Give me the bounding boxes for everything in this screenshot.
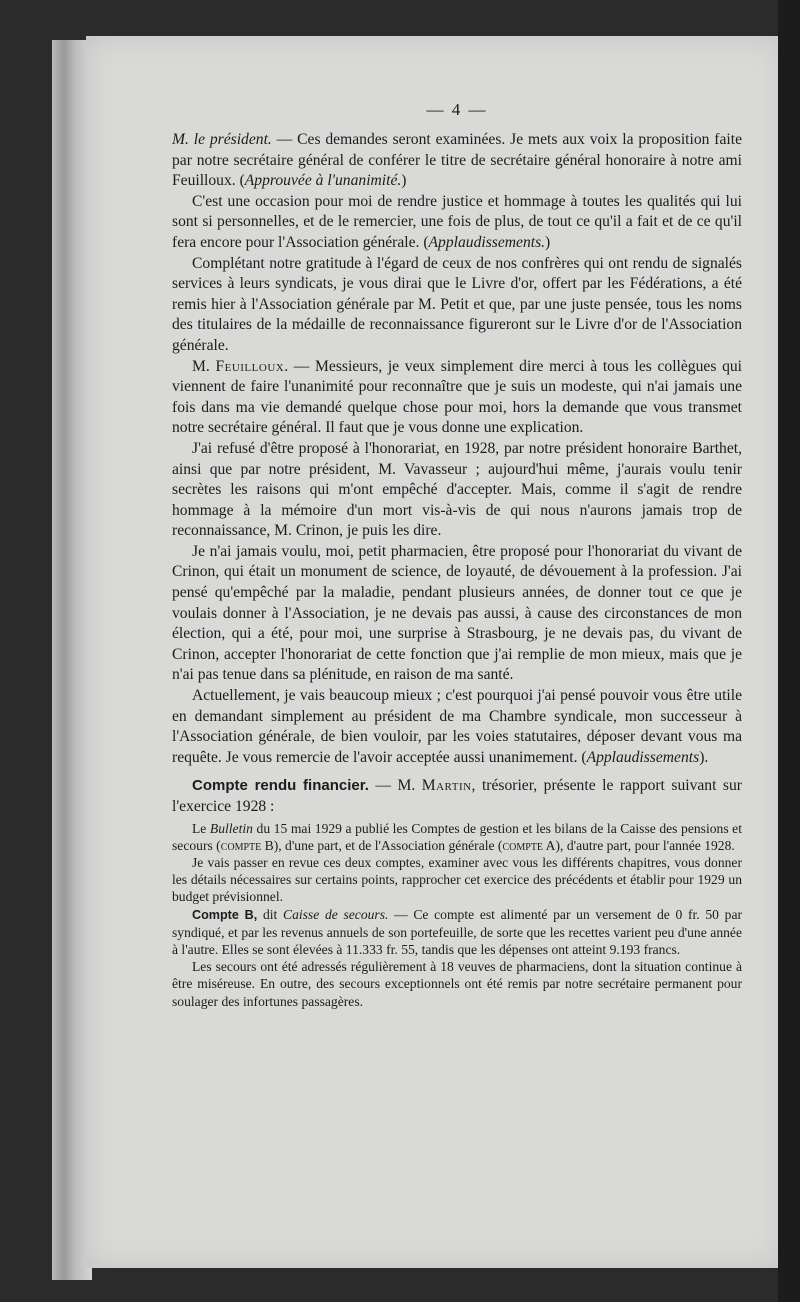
report-text: B), d'une part, et de l'Association générale ( [261, 837, 503, 853]
paragraph-text: . — Messieurs, je veux simplement dire merci à tous les collègues qui viennent de faire l'unanimité pour reconnaître que je suis un modeste, qui n'ai jamais une fois dans ma vie demandé quelque chose pour moi, hors la demande que vous transmet notre secrétaire général. Il faut que je vous donne une explication. [172, 357, 742, 437]
paragraph-text: Actuellement, je vais beaucoup mieux ; c'est pourquoi j'ai pensé pouvoir vous être utile en demandant simplement au président de ma Chambre syndicale, mon successeur à l'Association générale, de bien vouloir, par les voies statutaires, déposer devant vous ma requête. Je vous remercie de l'avoir acceptée aussi unanimement. ( [172, 687, 742, 766]
report-smallcaps: compte [502, 837, 544, 853]
report-paragraph-revue: Je vais passer en revue ces deux comptes, examiner avec vous les différents chapitres, vous donner les détails nécessaires sur certains points, rapprocher cet exercice des précédents et établir pour 1929 un budget prévisionnel. [172, 855, 742, 905]
report-italic: Caisse de secours. [283, 906, 389, 922]
paragraph-requete [172, 686, 742, 768]
speaker-president: M. le président. [172, 131, 272, 148]
speaker-martin: Martin [421, 777, 472, 795]
paragraph-text: — Ces demandes seront examinées. Je mets aux voix la proposition faite par notre secrétaire général de conférer le titre de secrétaire général honoraire à notre ami Feuilloux. ( [172, 131, 743, 190]
paragraph-text: C'est une occasion pour moi de rendre justice et hommage à toutes les qualités qui lui sont si personnelles, et de le remercier, une fois de plus, de tout ce qu'il a fait et de ce qu'il fera encore pour l'Association générale. ( [172, 192, 742, 251]
section-intro [172, 776, 742, 817]
speaker-feuilloux: Feuilloux [215, 357, 285, 375]
report-paragraph-bulletin [172, 820, 742, 854]
paragraph-italic: Applaudissements [586, 748, 700, 766]
paragraph-hommage [172, 192, 742, 254]
paragraph-italic: Applaudissements. [428, 233, 546, 251]
section-title: Compte rendu financier. [192, 777, 369, 795]
report-text: dit [257, 906, 283, 922]
report-subheading: Compte B, [192, 907, 258, 922]
page-number: — 4 — [426, 100, 488, 119]
report-smallcaps: compte [220, 837, 262, 853]
paragraph-feuilloux [172, 357, 742, 439]
report-paragraph-secours: Les secours ont été adressés régulièrement à 18 veuves de pharmaciens, dont la situation continue à être miséreuse. En outre, des secours exceptionnels ont été remis par notre secrétaire permanent pour soulager des infortunes passagères. [172, 959, 742, 1009]
page-content [172, 100, 742, 1010]
paragraph-italic: Approuvée à l'unanimité. [244, 172, 402, 190]
scan-border [778, 0, 800, 1302]
paragraph-crinon: Je n'ai jamais voulu, moi, petit pharmacien, être proposé pour l'honorariat du vivant de Crinon, qui était un monument de science, de loyauté, de dévouement à la profession. J'ai pensé qu'empêché par la maladie, pendant plusieurs années, de donner tout ce que je voulais donner à l'Association, je ne devais pas aussi, à cause des circonstances de mon élection, qui a été, pour moi, une surprise à Strasbourg, je ne devais pas, du vivant de Crinon, accepter l'honorariat de cette fonction que j'ai remplie de mon mieux, mais que je n'ai pas tenue dans sa plénitude, en raison de ma santé. [172, 542, 742, 684]
speaker-prefix: M. [192, 357, 216, 375]
report-text: Le [192, 820, 210, 836]
section-intro-prefix: — M. [368, 777, 422, 795]
paragraph-president [172, 130, 742, 192]
report-italic: Bulletin [209, 820, 253, 836]
report-text: — Ce compte est alimenté par un versement de 0 fr. 50 par syndiqué, et par les revenus annuels de son portefeuille, de sorte que les recettes varient peu d'une année à l'autre. Elles se sont élevées à 11.333 fr. 55, tandis que les dépenses ont atteint 9.193 francs. [172, 906, 743, 958]
report-text: du 15 mai 1929 a publié les Comptes de gestion et les bilans de la Caisse des pensions et secours ( [172, 820, 742, 853]
paragraph-honorariat-refus: J'ai refusé d'être proposé à l'honorariat, en 1928, par notre président honoraire Barthet, ainsi que par notre président, M. Vavasseur ; aujourd'hui même, j'aurais voulu tenir secrètes les raisons qui m'ont empêché d'accepter. Mais, comme il s'agit de rendre hommage à la mémoire d'un mort vis-à-vis de qui nous n'aurons jamais trop de reconnaissance, M. Crinon, je puis les dire. [172, 439, 742, 540]
paragraph-end: ) [401, 172, 407, 190]
paragraph-end: ). [699, 748, 709, 766]
report-paragraph-compte-b [172, 906, 742, 959]
paragraph-livre-dor: Complétant notre gratitude à l'égard de ceux de nos confrères qui ont rendu de signalés services à leurs syndicats, je vous dirai que le Livre d'or, offert par les Fédérations, a été remis hier à l'Association générale par M. Petit et que, par une juste pensée, tous les noms des titulaires de la médaille de reconnaissance figureront sur le Livre d'or de l'Association générale. [172, 254, 742, 354]
section-compte-rendu [172, 776, 742, 1009]
section-intro-text: , trésorier, présente le rapport suivant sur l'exercice 1928 : [172, 777, 742, 815]
paragraph-end: ) [545, 233, 551, 251]
report-text: A), d'autre part, pour l'année 1928. [543, 837, 735, 853]
